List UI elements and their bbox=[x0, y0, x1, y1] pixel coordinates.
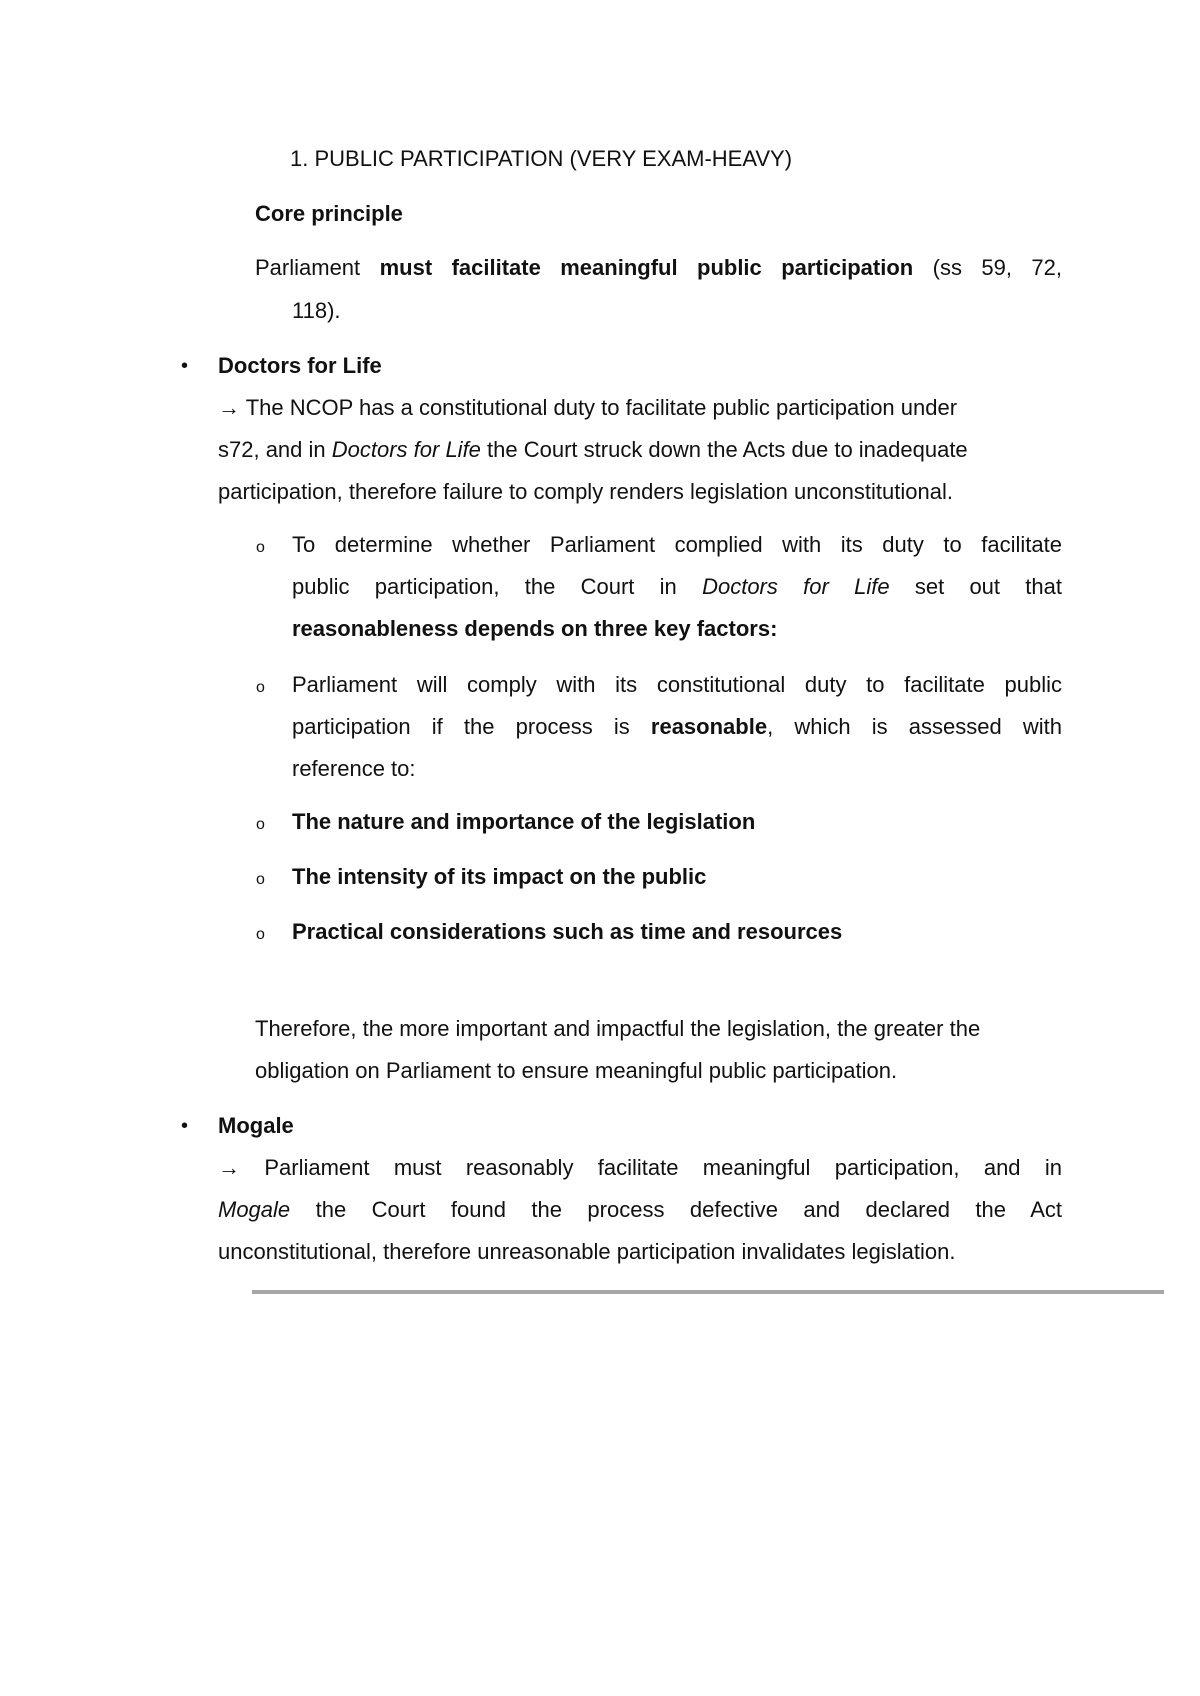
doctors-line-2: s72, and in Doctors for Life the Court struck down the Acts due to inadequate bbox=[218, 437, 968, 462]
conclusion-line-2: obligation on Parliament to ensure meaningful public participation. bbox=[255, 1058, 898, 1083]
sub-point-1-line-3: reasonableness depends on three key factors: bbox=[292, 616, 778, 641]
sub-bullet-marker: o bbox=[256, 926, 265, 943]
sub-bullet-marker: o bbox=[256, 871, 265, 888]
factor-3: Practical considerations such as time and resources bbox=[292, 919, 843, 944]
conclusion-line-1: Therefore, the more important and impactful the legislation, the greater the bbox=[255, 1016, 981, 1041]
factor-2: The intensity of its impact on the public bbox=[292, 864, 707, 889]
doctors-line-1: → The NCOP has a constitutional duty to facilitate public participation under bbox=[218, 395, 958, 420]
doctors-line-3: participation, therefore failure to comply renders legislation unconstitutional. bbox=[218, 479, 953, 504]
mogale-line-1: → Parliament must reasonably facilitate meaningful participation, and in bbox=[218, 1155, 1062, 1180]
bullet-marker: • bbox=[181, 355, 189, 377]
sub-point-2-line-3: reference to: bbox=[292, 756, 416, 781]
doctors-for-life-title: Doctors for Life bbox=[218, 353, 382, 378]
core-principle-text: Parliament must facilitate meaningful public participation (ss 59, 72, bbox=[255, 255, 1062, 280]
sub-point-2-line-2: participation if the process is reasonable, which is assessed with bbox=[292, 714, 1062, 739]
sub-bullet-marker: o bbox=[256, 539, 265, 556]
bullet-marker: • bbox=[181, 1115, 189, 1137]
sub-point-1-line-1: To determine whether Parliament complied with its duty to facilitate bbox=[292, 532, 1062, 557]
mogale-line-2: Mogale the Court found the process defective and declared the Act bbox=[218, 1197, 1062, 1222]
core-principle-label: Core principle bbox=[255, 201, 403, 226]
section-heading: 1. PUBLIC PARTICIPATION (VERY EXAM-HEAVY) bbox=[290, 146, 793, 171]
mogale-line-3: unconstitutional, therefore unreasonable participation invalidates legislation. bbox=[218, 1239, 956, 1264]
sub-bullet-marker: o bbox=[256, 679, 265, 696]
core-principle-text-cont: 118). bbox=[292, 298, 341, 323]
sub-point-2-line-1: Parliament will comply with its constitutional duty to facilitate public bbox=[292, 672, 1062, 697]
factor-1: The nature and importance of the legislation bbox=[292, 809, 756, 834]
sub-point-1-line-2: public participation, the Court in Doctors for Life set out that bbox=[292, 574, 1062, 599]
horizontal-rule bbox=[252, 1290, 1164, 1294]
mogale-title: Mogale bbox=[218, 1113, 294, 1138]
sub-bullet-marker: o bbox=[256, 816, 265, 833]
